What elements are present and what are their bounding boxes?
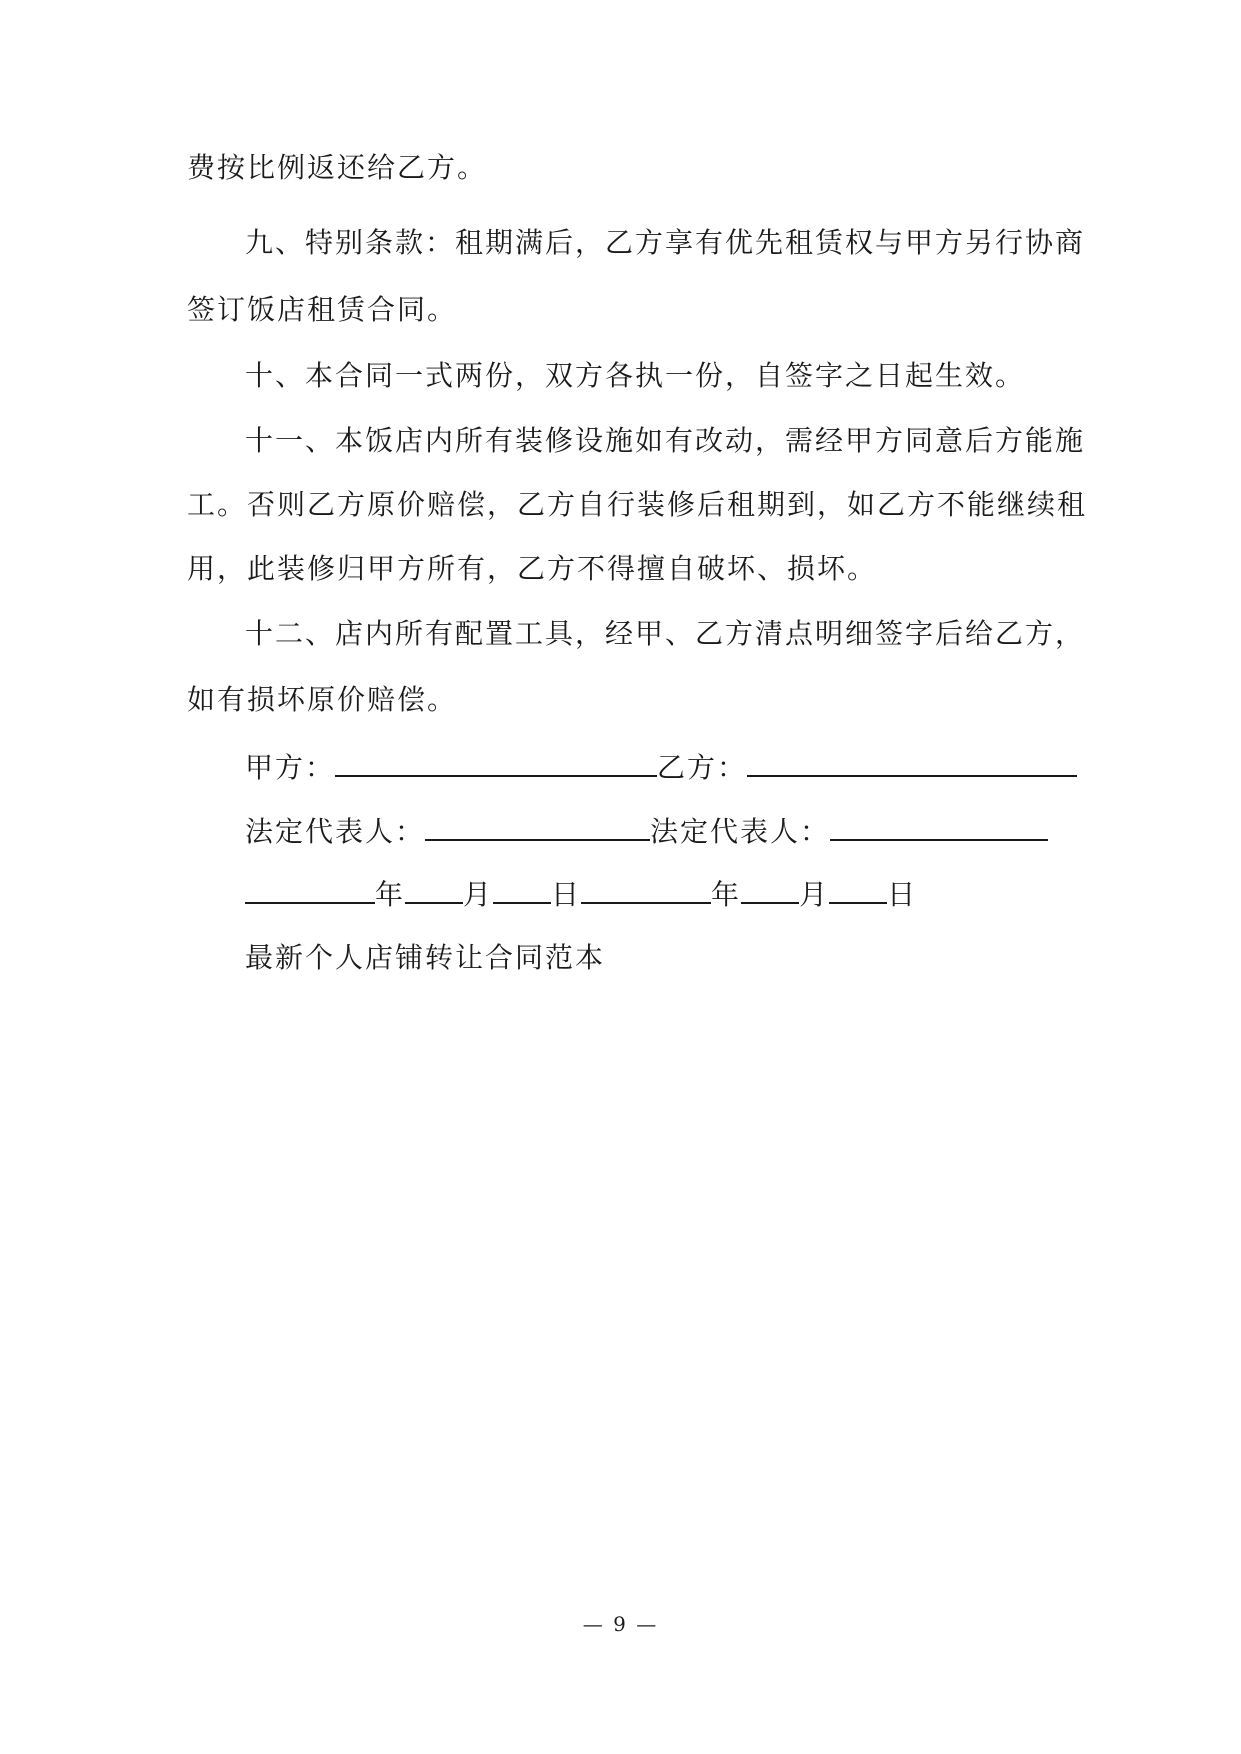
body-line: 十、本合同一式两份，双方各执一份，自签字之日起生效。 (245, 359, 1026, 392)
body-line: 用，此装修归甲方所有，乙方不得擅自破坏、损坏。 (187, 552, 878, 585)
next-section-title: 最新个人店铺转让合同范本 (245, 941, 606, 974)
date-a-day-blank (493, 874, 551, 904)
body-line: 签订饭店租赁合同。 (187, 293, 458, 326)
date-a-year-label: 年 (375, 878, 406, 911)
date-a-month-label: 月 (463, 878, 494, 911)
date-b-year-blank (581, 874, 711, 904)
page-number: — 9 — (582, 1612, 659, 1636)
date-b-year-label: 年 (711, 878, 742, 911)
date-a-day-label: 日 (551, 878, 582, 911)
legal-rep-b-blank (830, 811, 1048, 841)
legal-rep-a-label: 法定代表人： (245, 815, 426, 848)
body-line: 如有损坏原价赔偿。 (187, 683, 458, 716)
body-line: 十二、店内所有配置工具，经甲、乙方清点明细签字后给乙方， (245, 617, 1086, 650)
legal-rep-a-blank (425, 811, 650, 841)
party-a-blank (335, 747, 657, 777)
date-b-day-label: 日 (887, 878, 918, 911)
party-b-label: 乙方： (657, 751, 748, 784)
body-line: 费按比例返还给乙方。 (187, 151, 488, 184)
party-b-blank (747, 747, 1077, 777)
date-b-month-label: 月 (799, 878, 830, 911)
body-line: 九、特别条款：租期满后，乙方享有优先租赁权与甲方另行协商 (245, 226, 1086, 259)
date-signature-line (245, 874, 917, 915)
date-a-year-blank (245, 874, 375, 904)
party-signature-line (245, 747, 1077, 788)
legal-rep-b-label: 法定代表人： (650, 815, 831, 848)
party-a-label: 甲方： (245, 751, 336, 784)
date-b-month-blank (741, 874, 799, 904)
body-line: 十一、本饭店内所有装修设施如有改动，需经甲方同意后方能施 (245, 424, 1086, 457)
date-b-day-blank (829, 874, 887, 904)
date-a-month-blank (405, 874, 463, 904)
body-line: 工。否则乙方原价赔偿，乙方自行装修后租期到，如乙方不能继续租 (187, 488, 1088, 521)
legal-rep-signature-line (245, 811, 1048, 852)
